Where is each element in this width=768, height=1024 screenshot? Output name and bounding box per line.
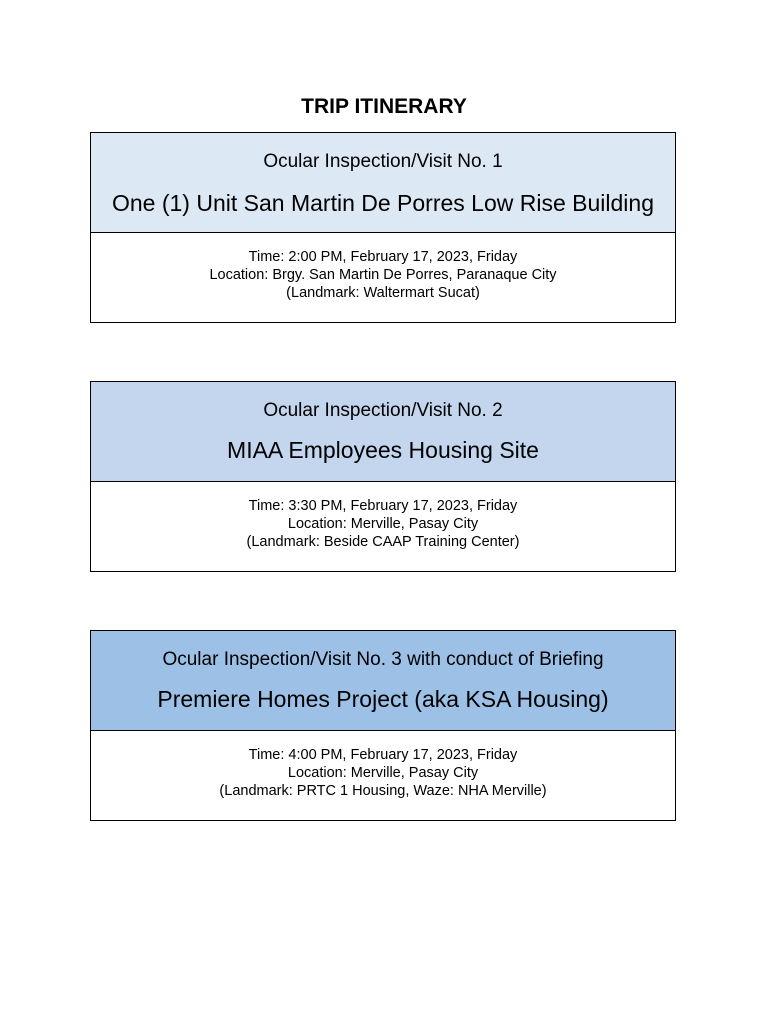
visit-1-name: One (1) Unit San Martin De Porres Low Rise Building: [111, 190, 654, 216]
visit-1-time: Time: 2:00 PM, February 17, 2023, Friday: [248, 249, 518, 265]
visit-3-details: [91, 731, 675, 820]
visit-2-details: [91, 482, 675, 571]
visit-3-name: Premiere Homes Project (aka KSA Housing): [157, 686, 609, 712]
visit-2-landmark: (Landmark: Beside CAAP Training Center): [246, 534, 520, 550]
visit-1-landmark: (Landmark: Waltermart Sucat): [286, 285, 480, 301]
visit-2-name: MIAA Employees Housing Site: [227, 437, 539, 463]
visit-1-details: [91, 233, 675, 322]
visit-3-landmark: (Landmark: PRTC 1 Housing, Waze: NHA Merville): [219, 783, 547, 799]
visit-card-3: [90, 630, 676, 821]
visit-2-label: Ocular Inspection/Visit No. 2: [263, 400, 503, 421]
visit-3-time: Time: 4:00 PM, February 17, 2023, Friday: [248, 747, 518, 763]
visit-1-label: Ocular Inspection/Visit No. 1: [263, 151, 503, 172]
visit-1-header: [91, 133, 675, 233]
visit-card-1: [90, 132, 676, 323]
visit-2-header: [91, 382, 675, 482]
visit-3-header: [91, 631, 675, 731]
visit-2-time: Time: 3:30 PM, February 17, 2023, Friday: [248, 498, 518, 514]
visit-1-location: Location: Brgy. San Martin De Porres, Paranaque City: [209, 267, 557, 283]
visit-3-label: Ocular Inspection/Visit No. 3 with conduct of Briefing: [162, 649, 604, 670]
visit-card-2: [90, 381, 676, 572]
visit-2-location: Location: Merville, Pasay City: [287, 516, 479, 532]
page-title: TRIP ITINERARY: [301, 95, 467, 118]
visit-3-location: Location: Merville, Pasay City: [287, 765, 479, 781]
